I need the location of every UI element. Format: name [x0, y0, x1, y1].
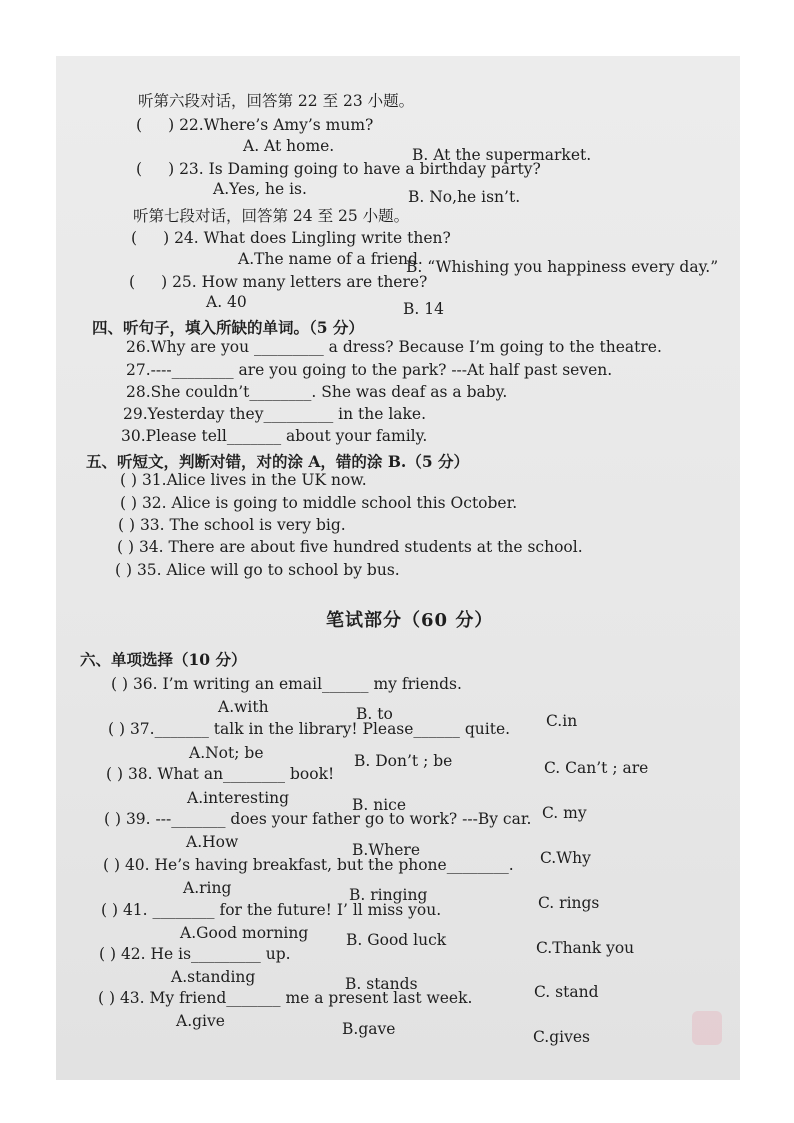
fill-item-28: 28.She couldn’t________. She was deaf as a baby.	[126, 383, 508, 401]
written-part-title: 笔试部分（60 分）	[326, 610, 494, 631]
tf-item-35[interactable]: ( ) 35. Alice will go to school by bus.	[115, 561, 400, 579]
section6-heading: 六、单项选择（10 分）	[80, 650, 247, 669]
question-text: 24. What does Lingling write then?	[174, 229, 451, 247]
tf-item-31[interactable]: ( ) 31.Alice lives in the UK now.	[120, 471, 367, 489]
q24-option-a: A.The name of a friend.	[238, 250, 423, 268]
mc-question-41[interactable]: ( ) 41. ________ for the future! I’ ll miss you.	[101, 901, 442, 919]
q22-option-b: B. At the supermarket.	[412, 146, 592, 164]
answer-paren[interactable]: (	[131, 229, 138, 247]
mc-43-option-c: C.gives	[533, 1028, 590, 1046]
tf-item-32[interactable]: ( ) 32. Alice is going to middle school this October.	[120, 494, 518, 512]
q24-option-b: B. “Whishing you happiness every day.”	[406, 258, 719, 276]
mc-question-42[interactable]: ( ) 42. He is_________ up.	[99, 945, 291, 963]
mc-40-option-b: B. ringing	[349, 886, 428, 904]
q25-row: ( ) 25. How many letters are there?	[129, 273, 428, 291]
mc-40-option-c: C. rings	[538, 894, 600, 912]
q23-option-b: B. No,he isn’t.	[408, 188, 521, 206]
mc-38-option-c: C. my	[542, 804, 587, 822]
q24-row: ( ) 24. What does Lingling write then?	[131, 229, 451, 247]
fill-item-30: 30.Please tell_______ about your family.	[121, 427, 428, 445]
mc-36-option-b: B. to	[356, 705, 393, 723]
question-text: 22.Where’s Amy’s mum?	[179, 116, 374, 134]
mc-36-option-a: A.with	[218, 698, 269, 716]
tf-item-34[interactable]: ( ) 34. There are about five hundred students at the school.	[117, 538, 583, 556]
mc-41-option-a: A.Good morning	[180, 924, 309, 942]
question-text: 25. How many letters are there?	[172, 273, 428, 291]
exam-page	[56, 56, 740, 1080]
mc-42-option-b: B. stands	[345, 975, 418, 993]
q25-option-a: A. 40	[206, 293, 247, 311]
section4-heading: 四、听句子，填入所缺的单词。（5 分）	[92, 318, 364, 337]
mc-39-option-c: C.Why	[540, 849, 591, 867]
dialog6-heading: 听第六段对话，回答第 22 至 23 小题。	[138, 92, 415, 110]
mc-42-option-c: C. stand	[534, 983, 599, 1001]
mc-41-option-b: B. Good luck	[346, 931, 447, 949]
section5-heading: 五、听短文，判断对错，对的涂 A，错的涂 B.（5 分）	[86, 452, 469, 471]
mc-39-option-a: A.How	[186, 833, 239, 851]
mc-question-38[interactable]: ( ) 38. What an________ book!	[106, 765, 335, 783]
mc-43-option-b: B.gave	[342, 1020, 396, 1038]
mc-37-option-c: C. Can’t ; are	[544, 759, 649, 777]
mc-38-option-b: B. nice	[352, 796, 407, 814]
mc-41-option-c: C.Thank you	[536, 939, 635, 957]
q22-row: ( ) 22.Where’s Amy’s mum?	[136, 116, 374, 134]
mc-question-39[interactable]: ( ) 39. ---_______ does your father go to work? ---By car.	[104, 810, 532, 828]
mc-question-43[interactable]: ( ) 43. My friend_______ me a present last week.	[98, 989, 473, 1007]
mc-36-option-c: C.in	[546, 712, 578, 730]
answer-paren[interactable]: (	[129, 273, 136, 291]
mc-42-option-a: A.standing	[171, 968, 256, 986]
answer-paren[interactable]: (	[136, 160, 143, 178]
q23-row: ( ) 23. Is Daming going to have a birthday party?	[136, 160, 541, 178]
q23-option-a: A.Yes, he is.	[213, 180, 307, 198]
answer-paren[interactable]: (	[136, 116, 143, 134]
mc-question-40[interactable]: ( ) 40. He’s having breakfast, but the phone________.	[103, 856, 514, 874]
question-text: 23. Is Daming going to have a birthday party?	[179, 160, 541, 178]
fill-item-26: 26.Why are you _________ a dress? Because I’m going to the theatre.	[126, 338, 662, 356]
mc-43-option-a: A.give	[176, 1012, 225, 1030]
dialog7-heading: 听第七段对话，回答第 24 至 25 小题。	[133, 207, 410, 225]
fill-item-29: 29.Yesterday they_________ in the lake.	[123, 405, 427, 423]
q25-option-b: B. 14	[403, 300, 444, 318]
mc-37-option-b: B. Don’t ; be	[354, 752, 453, 770]
mc-38-option-a: A.interesting	[187, 789, 290, 807]
mc-question-37[interactable]: ( ) 37._______ talk in the library! Please______ quite.	[108, 720, 511, 738]
mc-question-36[interactable]: ( ) 36. I’m writing an email______ my friends.	[111, 675, 462, 693]
paper-stain	[692, 1011, 722, 1045]
mc-37-option-a: A.Not; be	[189, 744, 264, 762]
mc-39-option-b: B.Where	[352, 841, 420, 859]
tf-item-33[interactable]: ( ) 33. The school is very big.	[118, 516, 346, 534]
fill-item-27: 27.----________ are you going to the park? ---At half past seven.	[126, 361, 613, 379]
q22-option-a: A. At home.	[243, 137, 335, 155]
mc-40-option-a: A.ring	[183, 879, 232, 897]
